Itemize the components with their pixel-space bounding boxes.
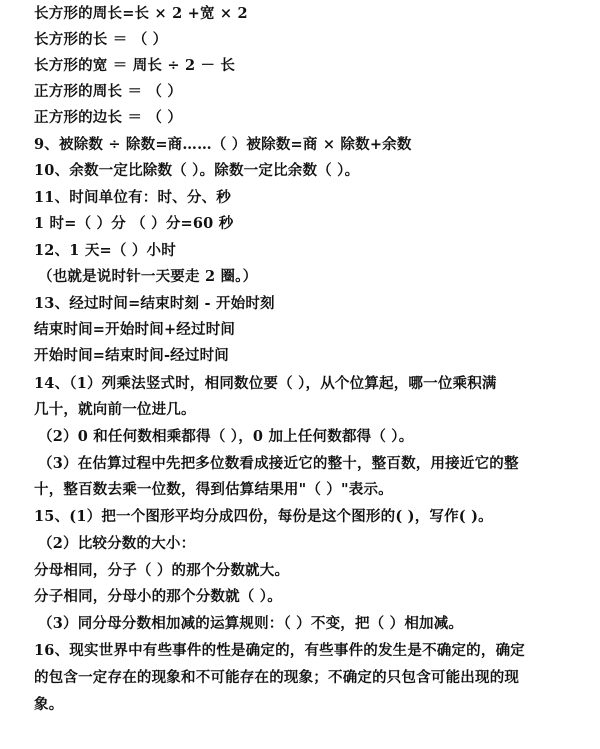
text-line-20: 15、(1）把一个图形平均分成四份，每份是这个图形的( )，写作( )。 (34, 508, 493, 525)
text-line-15: 14、（1）列乘法竖式时，相同数位要（ ），从个位算起，哪一位乘积满 (34, 375, 497, 392)
text-line-5: 正方形的边长 ＝ （ ） (34, 109, 183, 126)
text-line-12: 13、经过时间=结束时刻 - 开始时刻 (34, 295, 275, 312)
text-line-7: 10、余数一定比除数（ ）。除数一定比余数（ ）。 (34, 162, 360, 179)
text-line-17: （2）0 和任何数相乘都得（ ），0 加上任何数都得（ ）。 (38, 428, 414, 445)
text-line-25: 16、现实世界中有些事件的性是确定的，有些事件的发生是不确定的，确定 (34, 642, 525, 659)
text-line-18: （3）在估算过程中先把多位数看成接近它的整十，整百数，用接近它的整 (38, 455, 519, 472)
text-line-9: 1 时=（ ）分 （ ）分=60 秒 (34, 215, 234, 232)
text-line-23: 分子相同，分母小的那个分数就（ ）。 (34, 588, 282, 605)
text-line-6: 9、被除数 ÷ 除数=商……（ ）被除数=商 × 除数+余数 (34, 136, 412, 153)
text-line-16: 几十，就向前一位进几。 (34, 401, 196, 418)
text-line-8: 11、时间单位有：时、分、秒 (34, 189, 231, 206)
text-line-1: 长方形的周长=长 × 2 +宽 × 2 (34, 5, 248, 22)
text-line-2: 长方形的长 ＝ （ ） (34, 31, 168, 48)
text-line-22: 分母相同，分子（ ）的那个分数就大。 (34, 562, 290, 579)
text-line-19: 十，整百数去乘一位数，得到估算结果用"（ ）"表示。 (34, 481, 393, 498)
text-line-4: 正方形的周长 ＝ （ ） (34, 83, 183, 100)
text-line-11: （也就是说时针一天要走 2 圈。） (38, 268, 258, 285)
text-line-14: 开始时间=结束时间-经过时间 (34, 347, 229, 364)
text-line-3: 长方形的宽 ＝ 周长 ÷ 2 － 长 (34, 57, 236, 74)
text-line-10: 12、1 天=（ ）小时 (34, 242, 176, 259)
text-line-21: （2）比较分数的大小： (38, 535, 196, 552)
text-line-24: （3）同分母分数相加减的运算规则：（ ）不变，把（ ）相加减。 (38, 615, 464, 632)
text-line-26: 的包含一定存在的现象和不可能存在的现象；不确定的只包含可能出现的现 (34, 669, 520, 686)
text-line-27: 象。 (34, 696, 64, 713)
text-line-13: 结束时间=开始时间+经过时间 (34, 321, 236, 338)
